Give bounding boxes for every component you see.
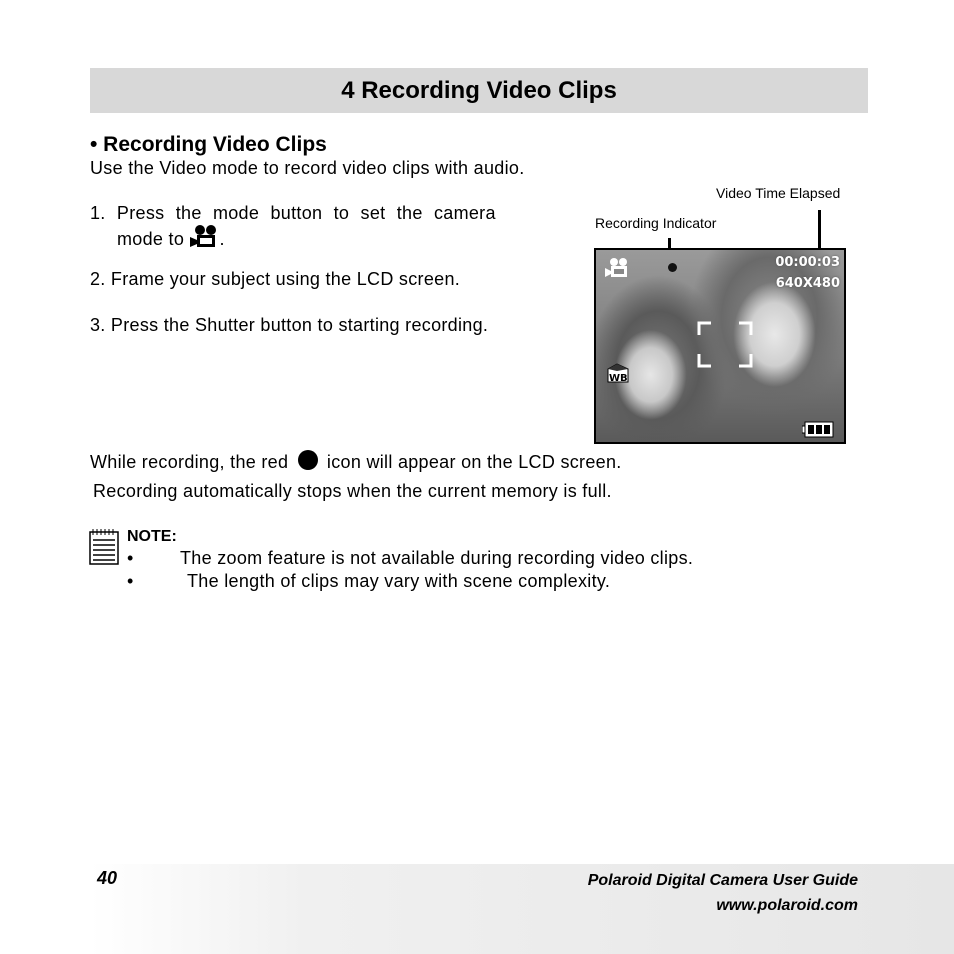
battery-full-icon [802, 421, 834, 438]
lcd-time-elapsed: 00:00:03 [775, 255, 840, 270]
guide-title: Polaroid Digital Camera User Guide [587, 872, 858, 889]
step-1-text: mode to [117, 229, 185, 249]
note-item: The length of clips may vary with scene complexity. [187, 571, 611, 591]
step-1-period: . [219, 229, 225, 249]
section-heading: • Recording Video Clips [90, 133, 327, 156]
white-balance-icon [604, 362, 630, 384]
red-record-dot-icon [298, 450, 318, 470]
step-3: 3. Press the Shutter button to starting recording. [90, 315, 489, 335]
focus-frame-icon [697, 321, 753, 368]
bullet-icon: • [127, 548, 134, 568]
movie-camera-icon [189, 224, 219, 250]
website-url: www.polaroid.com [716, 897, 858, 914]
note-item: The zoom feature is not available during recording video clips. [180, 548, 694, 568]
lcd-resolution: 640X480 [775, 276, 840, 291]
notepad-icon [89, 528, 121, 566]
recording-sentence-start: While recording, the red [90, 452, 289, 472]
recording-indicator-dot [668, 263, 677, 272]
intro-text: Use the Video mode to record video clips with audio. [90, 158, 525, 178]
recording-indicator-label: Recording Indicator [595, 215, 717, 231]
step-1-line-1: 1. Press the mode button to set the camera [90, 203, 496, 223]
step-1-line-2 [117, 224, 225, 250]
note-label: NOTE: [127, 528, 177, 545]
chapter-title: 4 Recording Video Clips [341, 76, 617, 104]
recording-sentence-end: icon will appear on the LCD screen. [326, 452, 622, 472]
svg-text:WB: WB [609, 373, 628, 384]
chapter-title-bar [90, 68, 868, 113]
page-number: 40 [97, 868, 118, 888]
bullet-icon: • [127, 571, 134, 591]
lcd-screen-preview [594, 248, 846, 444]
step-2: 2. Frame your subject using the LCD screen. [90, 269, 461, 289]
video-time-elapsed-label: Video Time Elapsed [716, 185, 841, 201]
movie-camera-icon [604, 257, 630, 279]
recording-icon-sentence [90, 450, 622, 473]
auto-stop-text: Recording automatically stops when the current memory is full. [93, 481, 612, 501]
